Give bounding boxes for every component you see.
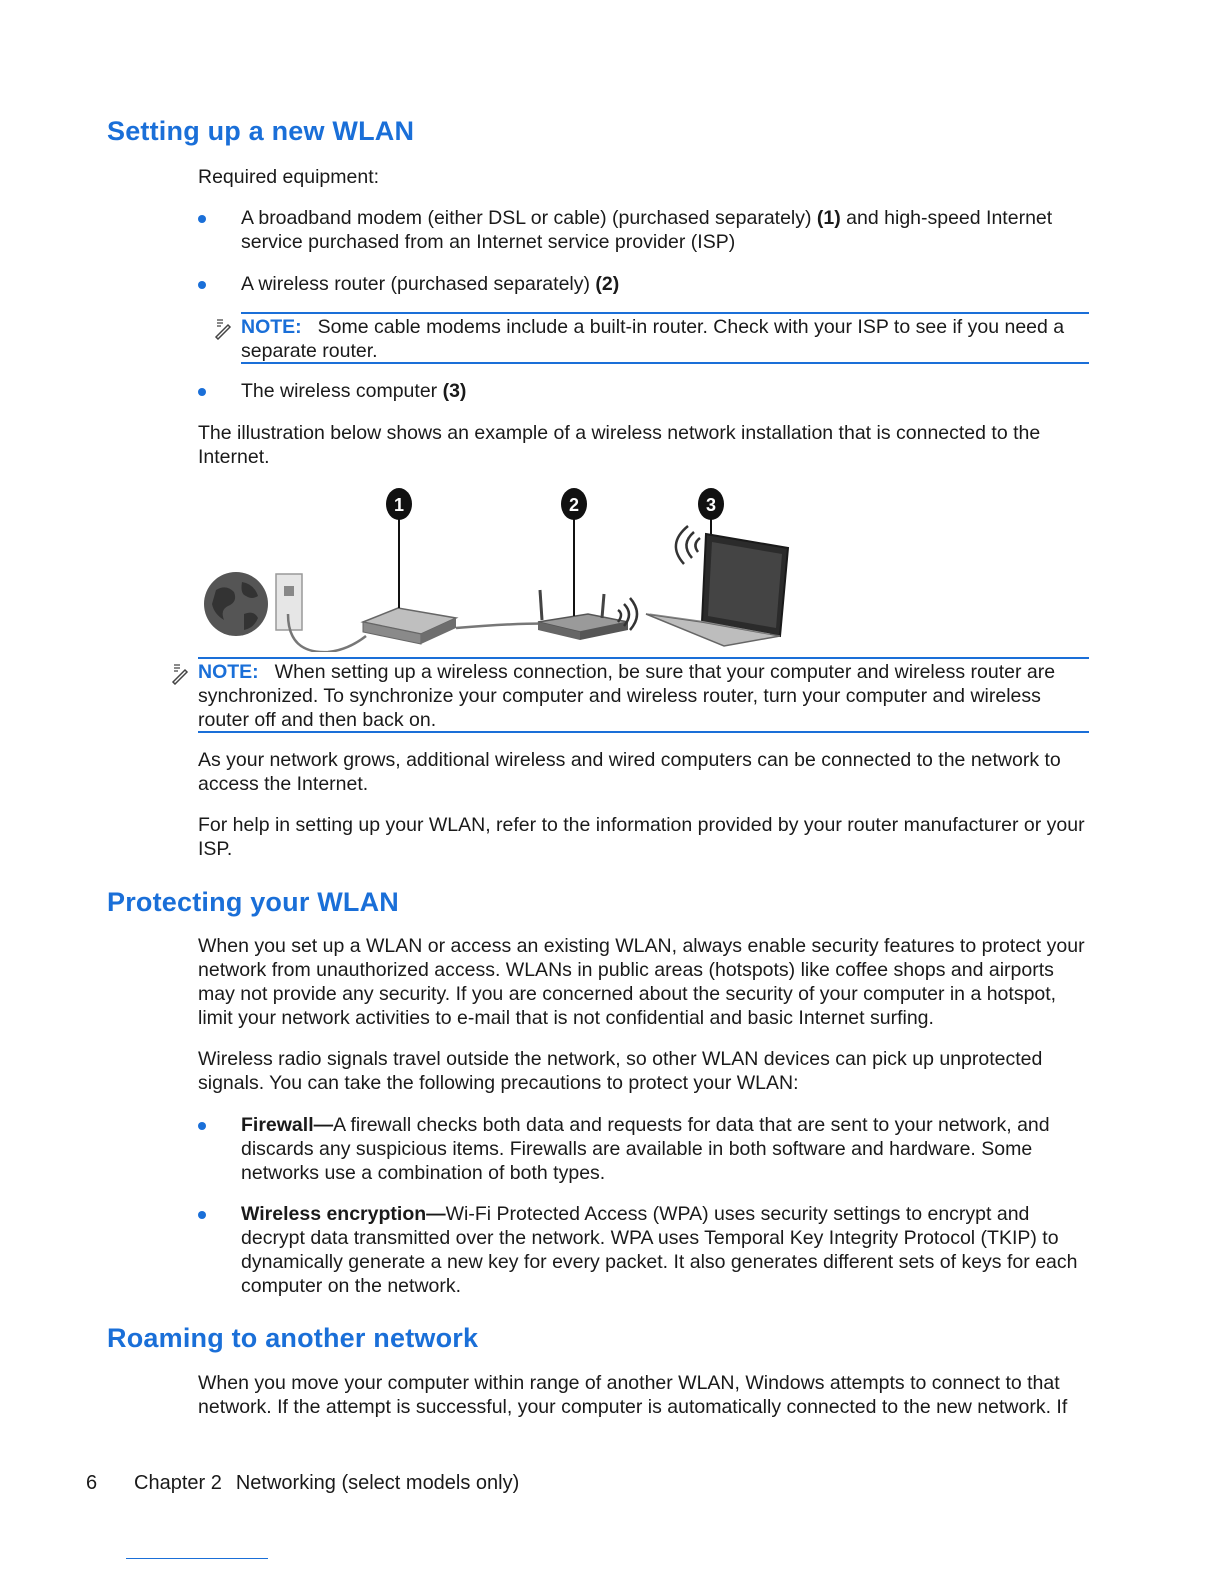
- page-number: 6: [86, 1472, 98, 1494]
- para-protect-security: When you set up a WLAN or access an existing WLAN, always enable security features to protect your network from unauthorized access. WLANs in public areas (hotspots) like coffee shops and airports may not provide any security. If you are concerned about the security of your computer in a hotspot, limit your network activities to e-mail that is not confidential and basic Internet surfing.: [198, 935, 1085, 1029]
- required-equipment-label: Required equipment:: [198, 166, 380, 188]
- illustration-intro: The illustration below shows an example of a wireless network installation that is connected to the Internet.: [198, 422, 1041, 468]
- bullet-text: A firewall checks both data and requests for data that are sent to your network, and discards any suspicious items. Firewalls are available in both software and hardware. Some networks use a combination of both types.: [241, 1114, 1050, 1184]
- wireless-network-illustration: [198, 482, 798, 652]
- footer-rule: [126, 1558, 268, 1559]
- para-help: For help in setting up your WLAN, refer to the information provided by your router manufacturer or your ISP.: [198, 814, 1085, 860]
- bullet-text: and high-speed Internet service purchased from an Internet service provider (ISP): [241, 207, 1053, 253]
- callout-marker-1: [386, 488, 412, 520]
- bullet-text: A broadband modem (either DSL or cable) (purchased separately): [241, 207, 817, 229]
- laptop-computer-icon: [646, 534, 788, 646]
- bullet-dot-icon: [198, 281, 206, 289]
- router-device-icon: [538, 590, 628, 640]
- heading-setting-up-wlan: Setting up a new WLAN: [107, 116, 415, 146]
- callout-marker-3: [698, 488, 724, 520]
- bullet-dot-icon: [198, 215, 206, 223]
- note-box-synchronize: [198, 657, 1089, 733]
- list-item-router: [198, 272, 1088, 296]
- para-roaming: When you move your computer within range of another WLAN, Windows attempts to connect to that network. If the attempt is successful, your computer is automatically connected to the new network. If: [198, 1372, 1068, 1418]
- callout-marker-2: [561, 488, 587, 520]
- list-item-firewall: [198, 1113, 1088, 1185]
- callout-ref: (3): [442, 380, 467, 402]
- page-footer: [86, 1472, 519, 1495]
- bullet-dot-icon: [198, 1122, 206, 1130]
- note-text: Some cable modems include a built-in router. Check with your ISP to see if you need a separate router.: [241, 316, 1065, 362]
- para-radio-signals: Wireless radio signals travel outside the network, so other WLAN devices can pick up unprotected signals. You can take the following precautions to protect your WLAN:: [198, 1048, 1043, 1094]
- callout-label-3: 3: [705, 495, 717, 515]
- note-pencil-icon: [213, 316, 237, 340]
- note-text: When setting up a wireless connection, be sure that your computer and wireless router are synchronized. To synchronize your computer and wireless router, turn your computer and wireless router off and then back on.: [198, 661, 1056, 731]
- para-network-grows: As your network grows, additional wireless and wired computers can be connected to the network to access the Internet.: [198, 749, 1061, 795]
- list-item-modem: [198, 206, 1088, 254]
- term-wireless-encryption: Wireless encryption—: [241, 1203, 446, 1225]
- heading-roaming: Roaming to another network: [107, 1323, 479, 1353]
- bullet-dot-icon: [198, 1211, 206, 1219]
- footer-chapter: Chapter 2: [134, 1472, 222, 1494]
- footer-chapter-title: Networking (select models only): [235, 1472, 520, 1494]
- laptop-wifi-signal-icon: [676, 526, 700, 564]
- list-item-wireless-encryption: [198, 1202, 1088, 1298]
- callout-label-1: 1: [393, 495, 405, 515]
- modem-device-icon: [363, 608, 456, 644]
- heading-protecting-wlan: Protecting your WLAN: [107, 887, 399, 917]
- note-label: NOTE:: [241, 316, 302, 338]
- note-box-cable-modem: [241, 312, 1089, 364]
- note-pencil-icon: [170, 661, 194, 685]
- internet-globe-icon: [204, 572, 268, 636]
- callout-label-2: 2: [568, 495, 580, 515]
- bullet-text: Wi-Fi Protected Access (WPA) uses security settings to encrypt and decrypt data transmitted over the network. WPA uses Temporal Key Integrity Protocol (TKIP) to dynamically generate a new key for every packet. It also generates different sets of keys for each computer on the network.: [241, 1203, 1078, 1297]
- bullet-text: A wireless router (purchased separately): [241, 273, 596, 295]
- callout-ref: (1): [816, 207, 841, 229]
- bullet-dot-icon: [198, 388, 206, 396]
- term-firewall: Firewall—: [241, 1114, 334, 1136]
- callout-ref: (2): [595, 273, 620, 295]
- list-item-computer: [198, 379, 1088, 403]
- bullet-text: The wireless computer: [241, 380, 443, 402]
- note-label: NOTE:: [198, 661, 259, 683]
